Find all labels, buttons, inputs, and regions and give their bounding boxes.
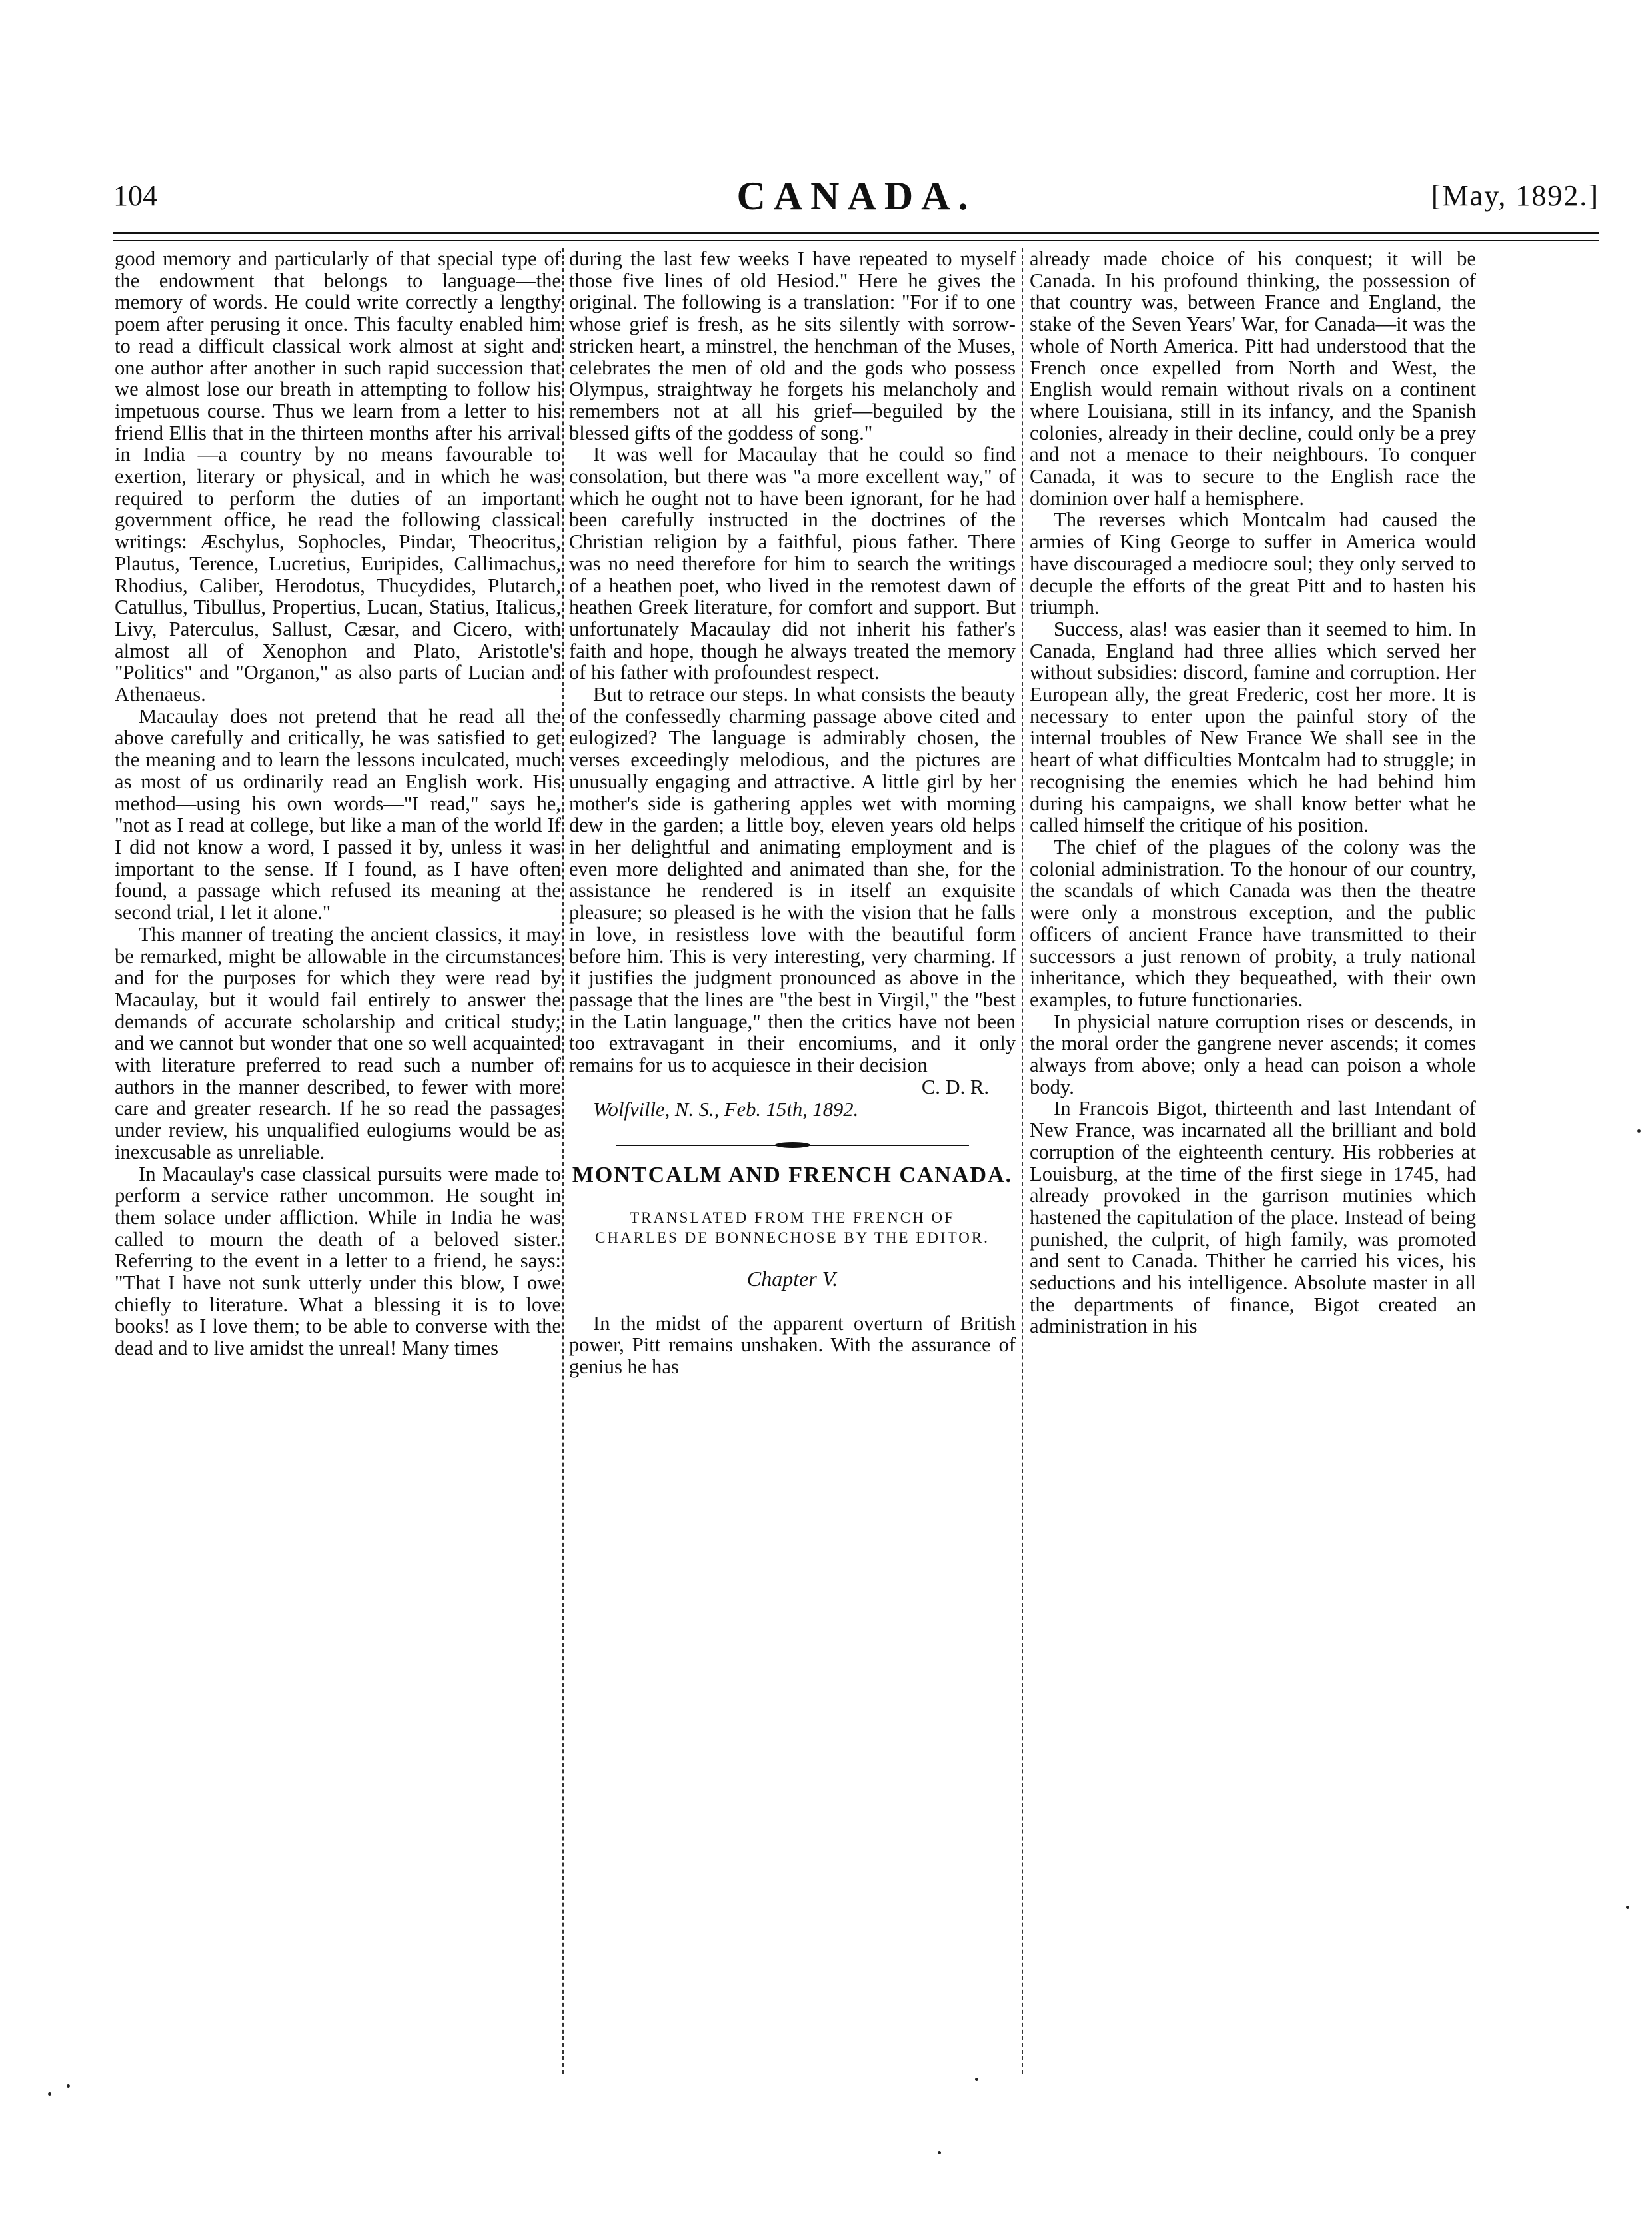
scan-speck: [938, 2151, 941, 2154]
paragraph: In the midst of the apparent overturn of British power, Pitt remains unshaken. With the assurance of genius he has: [569, 1311, 1016, 1378]
page-number: 104: [113, 179, 157, 212]
paragraph: In physicial nature corruption rises or descends, in the moral order the gangrene never ascends; it comes always from above; only a head can poison a whole body.: [1030, 1010, 1476, 1098]
paragraph: The chief of the plagues of the colony was the colonial administration. To the honour of our country, the scandals of which Canada was then the theatre were only a monstrous exception, and the public officers of ancient France have transmitted to their successors a just renown of probity, a truly national inheritance, which they bequeathed, with their own examples, to future functionaries.: [1030, 835, 1476, 1011]
scan-speck: [1626, 1906, 1629, 1909]
column-1: [115, 248, 561, 1359]
article-title: MONTCALM AND FRENCH CANADA.: [572, 1163, 1013, 1188]
scan-speck: [975, 2078, 978, 2081]
paragraph: good memory and particularly of that special type of the endowment that belongs to language—the memory of words. He could write correctly a lengthy poem after perusing it once. This faculty enabled him to read a difficult classical work almost at sight and one author after another in such rapid succession that we almost lose our breath in attempting to follow his impetuous course. Thus we learn from a letter to his friend Ellis that in the thirteen months after his arrival in India —a country by no means favourable to exertion, literary or physical, and in which he was required to perform the duties of an important government office, he read the following classical writings: Æschylus, Sophocles, Pindar, Theocritus, Plautus, Terence, Lucretius, Euripides, Callimachus, Rhodius, Caliber, Herodotus, Thucydides, Plutarch, Catullus, Tibullus, Propertius, Lucan, Statius, Italicus, Livy, Paterculus, Sallust, Cæsar, and Cicero, with almost all of Xenophon and Plato, Aristotle's "Politics" and "Organon," as also parts of Lucian and Athenaeus.: [115, 247, 561, 706]
paragraph: Success, alas! was easier than it seemed to him. In Canada, England had three allies which served her without subsidies: discord, famine and corruption. Her European ally, the great Frederic, cost her more. It is necessary to enter upon the painful story of the internal troubles of New France We shall see in the heart of what difficulties Montcalm had to struggle; in recognising the enemies which he had behind him during his campaigns, we shall know better what he called himself the critique of his position.: [1030, 617, 1476, 837]
header-rule-top: [113, 232, 1599, 234]
scan-speck: [48, 2092, 51, 2096]
column-3: [1030, 248, 1476, 1337]
page-header: [113, 174, 1599, 225]
column-divider-1: [562, 248, 565, 2074]
journal-title: CANADA.: [736, 174, 976, 218]
paragraph: In Francois Bigot, thirteenth and last Intendant of New France, was incarnated all the brilliant and bold corruption of the eighteenth century. His robberies at Louisburg, at the time of the first siege in 1745, had already provoked in the garrison mutinies which hastened the capitulation of the place. Instead of being punished, the culprit, of high family, was promoted and sent to Canada. Thither he carried his vices, his seductions and his intelligence. Absolute master in all the departments of finance, Bigot created an administration in his: [1030, 1097, 1476, 1338]
paragraph: already made choice of his conquest; it will be Canada. In his profound thinking, the possession of that country was, between France and England, the stake of the Seven Years' War, for Canada—it was the whole of North America. Pitt had understood that the French once expelled from North and West, the English would remain without rivals on a continent where Louisiana, still in its infancy, and the Spanish colonies, already in their decline, could only be a prey and not a menace to their neighbours. To conquer Canada, it was to secure to the English race the dominion over half a hemisphere.: [1030, 247, 1476, 510]
signature-line: [569, 1076, 1016, 1098]
article-subtitle: TRANSLATED FROM THE FRENCH OF CHARLES DE BONNECHOSE BY THE EDITOR.: [595, 1209, 990, 1246]
column-divider-2: [1022, 248, 1024, 2074]
chapter-heading: Chapter V.: [746, 1266, 838, 1291]
section-divider-ornament: [616, 1141, 969, 1150]
paragraph: Macaulay does not pretend that he read all the above carefully and critically, he was satisfied to get the meaning and to learn the lessons inculcated, much as most of us ordinarily read an English work. His method—using his own words—"I read," says he, "not as I read at college, but like a man of the world If I did not know a word, I passed it by, unless it was important to the sense. If I found, as I have often found, a passage which refused its meaning at the second trial, I let it alone.": [115, 704, 561, 924]
scan-speck: [67, 2084, 70, 2088]
signature: C. D. R.: [921, 1075, 989, 1098]
header-rule-bottom: [113, 240, 1599, 241]
paragraph: But to retrace our steps. In what consists the beauty of the confessedly charming passage above cited and eulogized? The language is admirably chosen, the verses exceedingly melodious, and the pictures are unusually engaging and attractive. A little girl by her mother's side is gathering apples wet with morning dew in the garden; a little boy, eleven years old helps in her delightful and animating employment and is even more delighted and animated than she, for the assistance he rendered is in itself an exquisite pleasure; so pleased is he with the vision that he falls in love, in resistless love with the beautiful form before him. This is very interesting, very charming. If it justifies the judgment pronounced as above in the passage that the lines are "the best in Virgil," the "best in the Latin language," then the critics have not been too extravagant in their encomiums, and it only remains for us to acquiesce in their decision: [569, 683, 1016, 1077]
paragraph: It was well for Macaulay that he could so find consolation, but there was "a more excellent way," of which he ought not to have been ignorant, for he had been carefully instructed in the doctrines of the Christian religion by a faithful, pious father. There was no need therefore for him to search the writings of a heathen poet, who lived in the remotest dawn of heathen Greek literature, for comfort and support. But unfortunately Macaulay did not inherit his father's faith and hope, though he always treated the memory of his father with profoundest respect.: [569, 443, 1016, 684]
paragraph: In Macaulay's case classical pursuits were made to perform a service rather uncommon. He sought in them solace under affliction. While in India he was called to mourn the death of a beloved sister. Referring to the event in a letter to a friend, he says: "That I have not sunk utterly under this blow, I owe chiefly to literature. What a blessing it is to love books! as I love them; to be able to converse with the dead and to live amidst the unreal! Many times: [115, 1162, 561, 1360]
paragraph: The reverses which Montcalm had caused the armies of King George to suffer in America would have discouraged a mediocre soul; they only served to decuple the efforts of the great Pitt and to hasten his triumph.: [1030, 508, 1476, 619]
dateline: Wolfville, N. S., Feb. 15th, 1892.: [593, 1098, 859, 1121]
scan-speck: [1637, 1129, 1641, 1133]
paragraph: during the last few weeks I have repeated to myself those five lines of old Hesiod." Here he gives the original. The following is a translation: "For if to one whose grief is fresh, as he sits silently with sorrow-stricken heart, a minstrel, the henchman of the Muses, celebrates the men of old and the gods who possess Olympus, straightway he forgets his melancholy and remembers not at all his grief—beguiled by the blessed gifts of the goddess of song.": [569, 247, 1016, 444]
paragraph: This manner of treating the ancient classics, it may be remarked, might be allowable in the circumstances and for the purposes for which they were read by Macaulay, but it would fail entirely to answer the demands of accurate scholarship and critical study; and we cannot but wonder that one so well acquainted with literature preferred to read such a number of authors in the manner described, to fewer with more care and greater research. If he so read the passages under review, his unqualified eulogiums would be as inexcusable as unreliable.: [115, 922, 561, 1163]
issue-date: [May, 1892.]: [1431, 179, 1599, 212]
column-2: [569, 248, 1016, 1378]
